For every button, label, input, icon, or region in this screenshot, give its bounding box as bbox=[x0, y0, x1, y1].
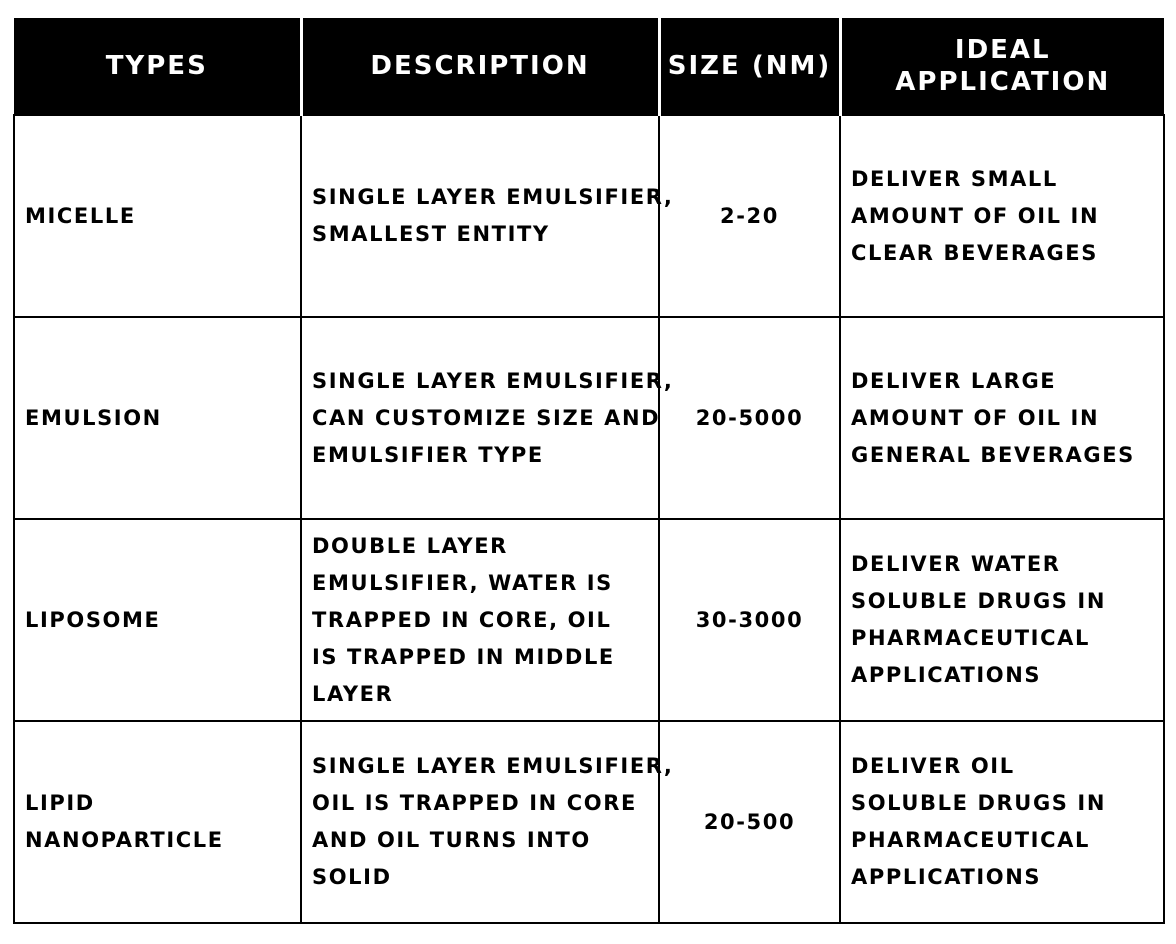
header-types: TYPES bbox=[14, 18, 301, 115]
application-line: DELIVER WATER bbox=[851, 552, 1061, 576]
type-line: LIPOSOME bbox=[25, 607, 161, 632]
application-line: APPLICATIONS bbox=[851, 663, 1042, 687]
table-row bbox=[14, 721, 1164, 923]
application-cell bbox=[840, 317, 1164, 519]
application-line: DELIVER SMALL bbox=[851, 166, 1058, 191]
application-line: APPLICATIONS bbox=[851, 865, 1042, 889]
application-line: SOLUBLE DRUGS IN bbox=[851, 791, 1107, 815]
type-cell bbox=[14, 317, 301, 519]
application-line: GENERAL BEVERAGES bbox=[851, 442, 1135, 467]
size-cell: 20-500 bbox=[659, 721, 840, 923]
application-cell bbox=[840, 721, 1164, 923]
application-line: PHARMACEUTICAL bbox=[851, 828, 1090, 852]
type-line: NANOPARTICLE bbox=[25, 828, 224, 852]
description-line: EMULSIFIER TYPE bbox=[312, 442, 544, 467]
header-application-line: IDEAL bbox=[954, 35, 1051, 65]
application-line: SOLUBLE DRUGS IN bbox=[851, 589, 1107, 613]
type-line: LIPID bbox=[25, 791, 95, 815]
header-size: SIZE (NM) bbox=[659, 18, 840, 115]
description-line: SOLID bbox=[312, 865, 392, 889]
application-line: CLEAR BEVERAGES bbox=[851, 240, 1098, 265]
application-line: DELIVER OIL bbox=[851, 754, 1015, 778]
application-cell bbox=[840, 115, 1164, 317]
table-row bbox=[14, 519, 1164, 721]
table-body bbox=[14, 115, 1164, 923]
description-line: SINGLE LAYER EMULSIFIER, bbox=[312, 754, 674, 778]
description-line: LAYER bbox=[312, 681, 394, 706]
application-line: AMOUNT OF OIL IN bbox=[851, 405, 1100, 430]
description-line: IS TRAPPED IN MIDDLE bbox=[312, 644, 615, 669]
nanocarrier-table bbox=[13, 18, 1165, 924]
table-header bbox=[14, 18, 1164, 115]
type-line: MICELLE bbox=[25, 203, 136, 228]
description-cell bbox=[301, 317, 674, 519]
description-line: SINGLE LAYER EMULSIFIER, bbox=[312, 185, 674, 209]
header-row bbox=[14, 18, 1164, 115]
description-line: TRAPPED IN CORE, OIL bbox=[312, 607, 612, 632]
description-line: SMALLEST ENTITY bbox=[312, 222, 550, 246]
header-ideal-application bbox=[840, 18, 1164, 115]
size-cell: 2-20 bbox=[659, 115, 840, 317]
type-line: EMULSION bbox=[25, 405, 162, 430]
application-line: PHARMACEUTICAL bbox=[851, 626, 1090, 650]
application-line: AMOUNT OF OIL IN bbox=[851, 203, 1100, 228]
table-row bbox=[14, 317, 1164, 519]
description-line: SINGLE LAYER EMULSIFIER, bbox=[312, 368, 674, 393]
description-cell bbox=[301, 519, 659, 721]
description-line: AND OIL TURNS INTO bbox=[312, 828, 591, 852]
description-line: EMULSIFIER, WATER IS bbox=[312, 570, 613, 595]
table-row bbox=[14, 115, 1164, 317]
type-cell bbox=[14, 721, 301, 923]
description-line: DOUBLE LAYER bbox=[312, 533, 508, 558]
description-line: CAN CUSTOMIZE SIZE AND bbox=[312, 405, 661, 430]
description-line: OIL IS TRAPPED IN CORE bbox=[312, 791, 637, 815]
application-cell bbox=[840, 519, 1164, 721]
size-cell: 30-3000 bbox=[659, 519, 840, 721]
description-cell bbox=[301, 115, 674, 317]
type-cell bbox=[14, 115, 301, 317]
description-cell bbox=[301, 721, 674, 923]
application-line: DELIVER LARGE bbox=[851, 368, 1057, 393]
size-cell: 20-5000 bbox=[659, 317, 840, 519]
header-description: DESCRIPTION bbox=[301, 18, 659, 115]
type-cell bbox=[14, 519, 301, 721]
header-application-line: APPLICATION bbox=[895, 67, 1111, 97]
